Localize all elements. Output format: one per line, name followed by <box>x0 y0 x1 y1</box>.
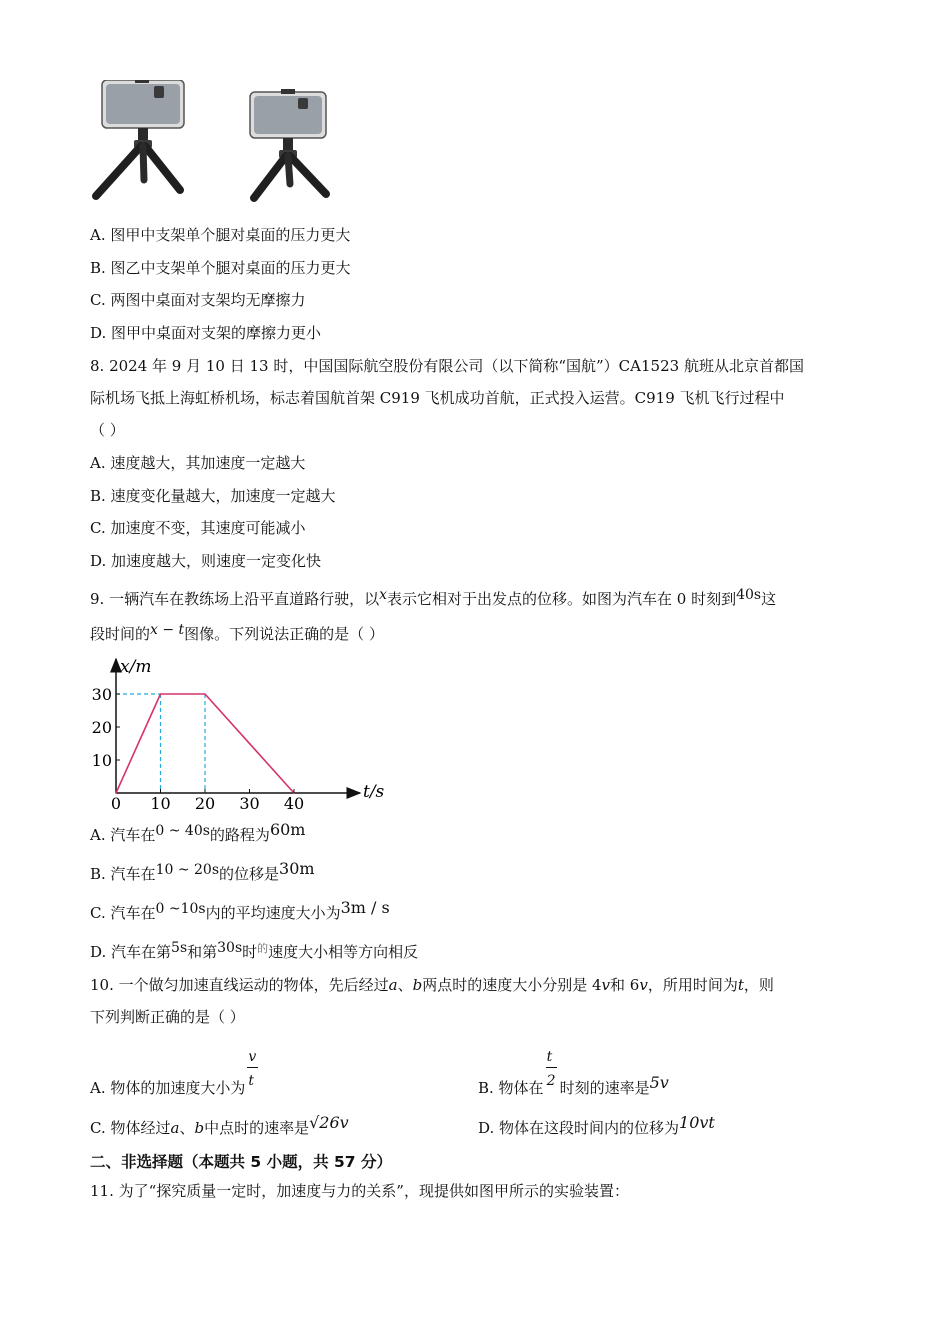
q10-b-den: 2 <box>546 1073 556 1089</box>
q10-c-a: a <box>170 1119 180 1137</box>
tripod-photo-jia <box>96 80 184 196</box>
q8-option-d: D. 加速度越大，则速度一定变化快 <box>90 552 322 570</box>
q10-stem-line2: 下列判断正确的是（ ） <box>90 1008 245 1026</box>
q9-d-t2: 30s <box>217 940 243 956</box>
q9-a-text2: 的路程为 <box>209 826 270 844</box>
q11-stem: 11. 为了“探究质量一定时，加速度与力的关系”，现提供如图甲所示的实验装置： <box>90 1182 629 1200</box>
q10-b-bar <box>546 1067 557 1068</box>
q8-option-c: C. 加速度不变，其速度可能减小 <box>90 519 306 537</box>
chart-data-point <box>204 693 206 695</box>
q9-c-text2: 内的平均速度大小为 <box>205 904 341 922</box>
q9-option-a <box>90 820 306 846</box>
q9-time-40s: 40s <box>736 587 762 603</box>
q10-a-num: v <box>248 1049 257 1065</box>
q10-var-a: a <box>388 976 398 994</box>
q9-stem2-b: 图像。下列说法正确的是（ ） <box>184 625 384 643</box>
chart-x-tick-label: 30 <box>239 794 260 813</box>
q9-option-c <box>90 898 390 924</box>
q8-option-b: B. 速度变化量越大，加速度一定越大 <box>90 487 336 505</box>
chart-series-segment <box>116 694 161 793</box>
q10-stem1-b: 两点时的速度大小分别是 4 <box>422 976 602 994</box>
chart-x-tick-label: 10 <box>150 794 171 813</box>
q10-b-num: t <box>546 1049 553 1065</box>
q9-d-de: 的 <box>257 942 269 955</box>
chart-y-label: x/m <box>120 657 152 677</box>
q10-c-value: √26v <box>309 1113 349 1132</box>
q9-c-math: 0 ~10s <box>155 901 206 917</box>
q10-v2: v <box>639 976 648 994</box>
q10-stem1-e: ，则 <box>743 976 774 994</box>
chart-axes <box>116 659 360 793</box>
q9-c-text: C. 汽车在 <box>90 904 156 922</box>
q9-d-t1: 5s <box>171 940 188 956</box>
q9-stem2-a: 段时间的 <box>90 625 151 643</box>
q7-option-d: D. 图甲中桌面对支架的摩擦力更小 <box>90 324 322 342</box>
q10-a-bar <box>247 1067 258 1068</box>
chart-y-tick-label: 10 <box>91 751 112 770</box>
q9-b-math: 10 ~ 20s <box>155 862 220 878</box>
q9-d-text4: 速度大小相等方向相反 <box>268 943 419 961</box>
q10-sep: 、 <box>397 976 413 994</box>
q8-stem-line2: 际机场飞抵上海虹桥机场，标志着国航首架 C919 飞机成功首航，正式投入运营。C919 飞机飞行过程中 <box>90 389 785 407</box>
q7-option-c: C. 两图中桌面对支架均无摩擦力 <box>90 291 306 309</box>
chart-y-tick-label: 30 <box>91 685 112 704</box>
q10-stem-line1 <box>90 975 774 995</box>
q10-option-d <box>478 1113 715 1138</box>
q10-b-text2: 时刻的速率是 <box>559 1079 650 1097</box>
q9-c-value: 3m / s <box>340 898 390 917</box>
chart-x-tick-label: 40 <box>283 794 305 813</box>
q10-stem1-c: 和 6 <box>610 976 640 994</box>
q9-a-value: 60m <box>269 820 306 839</box>
chart-y-tick-label: 20 <box>91 718 112 737</box>
q10-option-a <box>90 1049 261 1098</box>
q9-stem1-c: 这 <box>761 590 777 608</box>
q8-option-a: A. 速度越大，其加速度一定越大 <box>90 454 306 472</box>
chart-x-label: t/s <box>363 782 385 802</box>
q9-a-text: A. 汽车在 <box>90 826 156 844</box>
q8-stem-line1: 8. 2024 年 9 月 10 日 13 时，中国国际航空股份有限公司（以下简称“国航”）CA1523 航班从北京首都国 <box>90 357 804 375</box>
q9-var-x: x <box>379 587 387 603</box>
q10-b-fraction <box>544 1049 560 1093</box>
q10-d-value: 10vt <box>679 1113 715 1132</box>
q9-stem-line1 <box>90 589 776 610</box>
q10-option-c <box>90 1113 349 1138</box>
q10-a-fraction <box>245 1049 261 1093</box>
q10-a-text: A. 物体的加速度大小为 <box>90 1079 246 1097</box>
q9-option-b <box>90 859 315 885</box>
q9-b-value: 30m <box>279 859 315 878</box>
q9-d-text2: 和第 <box>187 943 218 961</box>
q10-stem1-d: ，所用时间为 <box>647 976 738 994</box>
q10-option-b <box>478 1049 669 1098</box>
q10-v1: v <box>601 976 611 994</box>
section-2-title: 二、非选择题（本题共 5 小题，共 57 分） <box>90 1153 392 1171</box>
q9-stem1-b: 表示它相对于出发点的位移。如图为汽车在 0 时刻到 <box>387 590 737 608</box>
chart-ticks <box>92 685 305 813</box>
tripod-photo-yi <box>250 89 326 198</box>
q10-c-sep: 、 <box>179 1119 195 1137</box>
xt-chart <box>88 655 388 815</box>
q9-d-text: D. 汽车在第 <box>90 943 172 961</box>
q10-a-den: t <box>248 1073 255 1089</box>
q8-stem-line3: （ ） <box>90 421 125 439</box>
chart-data-point <box>160 693 162 695</box>
chart-x-tick-label: 20 <box>194 794 216 813</box>
q10-d-text: D. 物体在这段时间内的位移为 <box>478 1119 680 1137</box>
q10-b-text: B. 物体在 <box>478 1079 544 1097</box>
chart-x-tick-label: 0 <box>110 794 122 813</box>
q9-stem1-a: 9. 一辆汽车在教练场上沿平直道路行驶，以 <box>90 590 380 608</box>
q9-stem-line2 <box>90 624 384 645</box>
q9-option-d <box>90 942 418 964</box>
chart-series-segment <box>205 694 294 793</box>
q10-stem1-a: 10. 一个做匀加速直线运动的物体，先后经过 <box>90 976 389 994</box>
q10-c-b: b <box>194 1119 205 1137</box>
tripod-photos <box>88 80 358 208</box>
q10-var-t: t <box>737 976 744 994</box>
q10-var-b: b <box>412 976 423 994</box>
q9-d-text3: 时 <box>242 943 258 961</box>
q7-option-a: A. 图甲中支架单个腿对桌面的压力更大 <box>90 226 351 244</box>
q9-b-text2: 的位移是 <box>219 865 280 883</box>
q10-c-text2: 中点时的速率是 <box>204 1119 310 1137</box>
q9-var-xt: x − t <box>150 622 185 638</box>
q9-a-math: 0 ~ 40s <box>155 823 210 839</box>
q10-c-text: C. 物体经过 <box>90 1119 171 1137</box>
q9-b-text: B. 汽车在 <box>90 865 156 883</box>
q7-option-b: B. 图乙中支架单个腿对桌面的压力更大 <box>90 259 351 277</box>
q10-b-value: 5v <box>649 1073 669 1092</box>
chart-guides <box>116 694 205 793</box>
